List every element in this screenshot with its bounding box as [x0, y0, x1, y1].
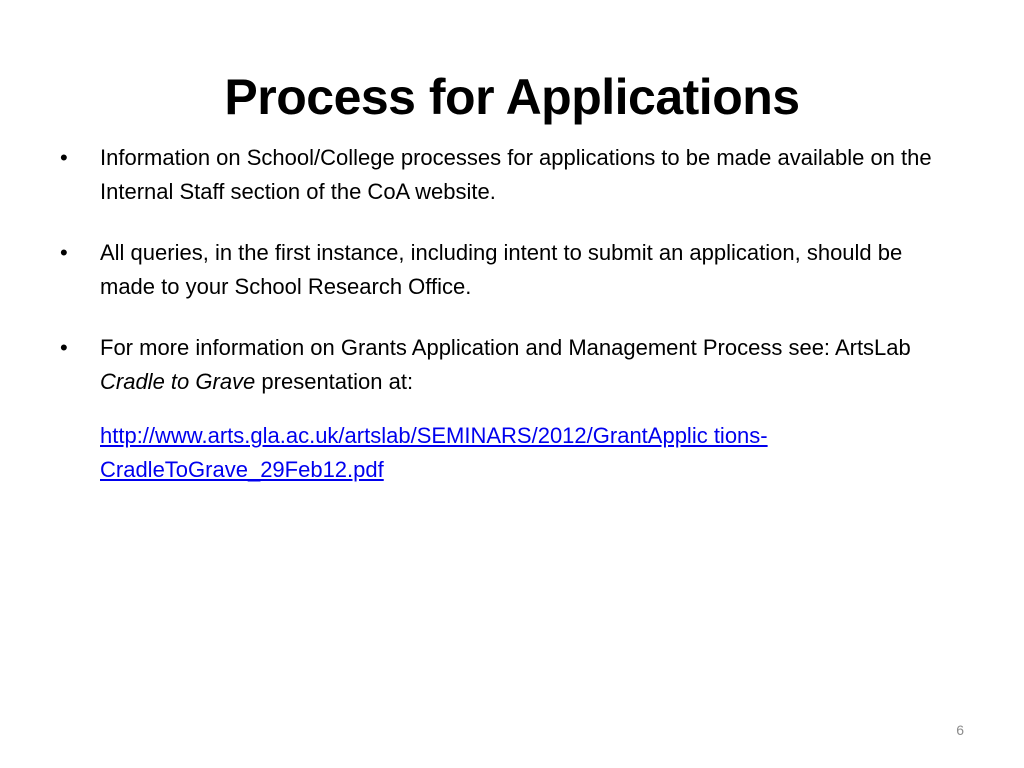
- presentation-link[interactable]: [100, 423, 768, 482]
- link-paragraph: [100, 419, 960, 487]
- bullet-list: [60, 141, 960, 514]
- bullet-item: [60, 331, 960, 487]
- bullet-text-italic: Cradle to Grave: [100, 369, 256, 394]
- bullet-text-after: presentation at:: [255, 369, 414, 394]
- link-line-1: http://www.arts.gla.ac.uk/artslab/SEMINARS/2012/GrantApplic tions-: [100, 423, 768, 448]
- link-line-2: CradleToGrave_29Feb12.pdf: [100, 457, 384, 482]
- bullet-text: All queries, in the first instance, including intent to submit an application, should be made to your School Research Office.: [100, 240, 903, 299]
- bullet-marker: •: [60, 335, 68, 360]
- bullet-marker: •: [60, 240, 68, 265]
- bullet-text: Information on School/College processes for applications to be made available on the Internal Staff section of the CoA website.: [100, 145, 932, 204]
- bullet-marker: •: [60, 145, 68, 170]
- bullet-text-before: For more information on Grants Application and Management Process see: ArtsLab: [100, 335, 911, 360]
- bullet-item: [60, 236, 960, 304]
- bullet-item: [60, 141, 960, 209]
- slide-title: Process for Applications: [224, 69, 800, 125]
- page-number: 6: [956, 722, 964, 738]
